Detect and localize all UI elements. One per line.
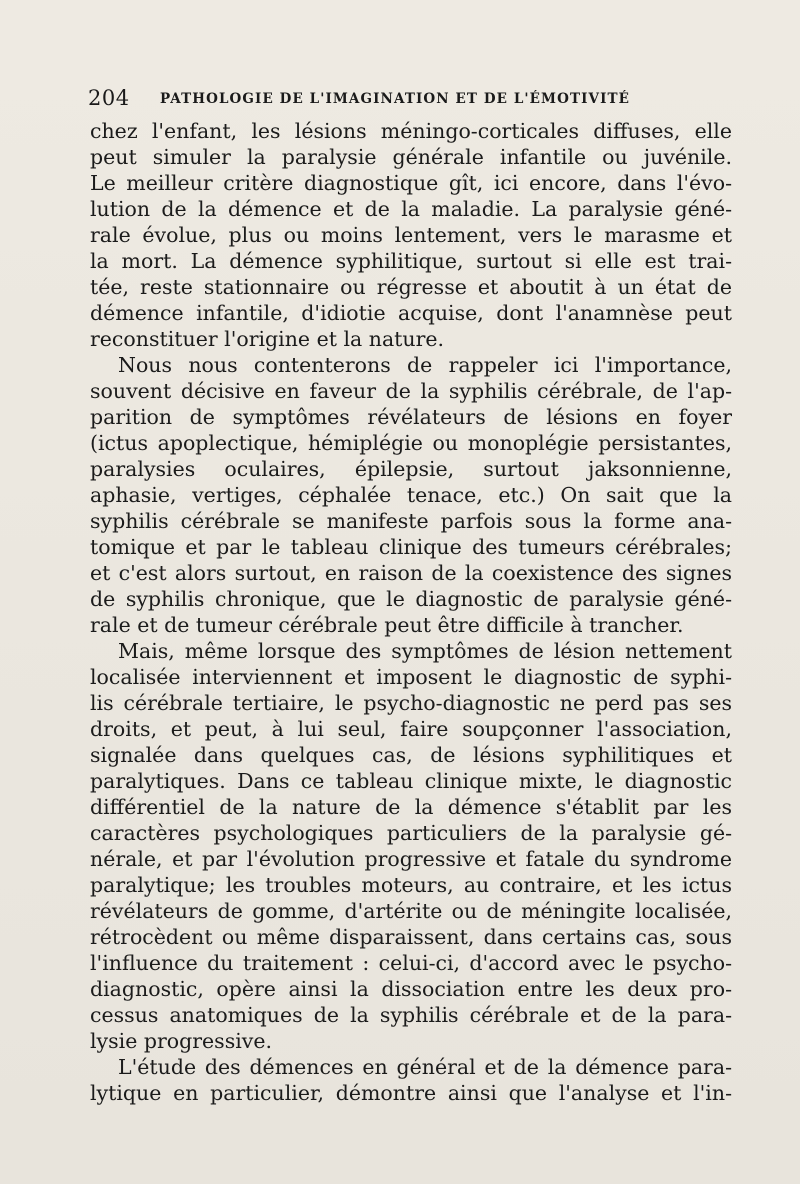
text-line: signalée dans quelques cas, de lésions syphilitiques et	[90, 743, 732, 767]
paragraph-start-line: Nous nous contenterons de rappeler ici l'importance,	[118, 353, 732, 377]
text-line: localisée interviennent et imposent le diagnostic de syphi-	[90, 665, 732, 689]
text-line: aphasie, vertiges, céphalée tenace, etc.) On sait que la	[90, 483, 732, 507]
paragraph-start-line: L'étude des démences en général et de la démence para-	[118, 1055, 732, 1079]
text-line: chez l'enfant, les lésions méningo-corticales diffuses, elle	[90, 119, 732, 143]
paragraph-start-line: Mais, même lorsque des symptômes de lésion nettement	[118, 639, 732, 663]
text-line: révélateurs de gomme, d'artérite ou de méningite localisée,	[90, 899, 732, 923]
text-line: peut simuler la paralysie générale infantile ou juvénile.	[90, 145, 732, 169]
text-line: tomique et par le tableau clinique des tumeurs cérébrales;	[90, 535, 732, 559]
page-number: 204	[88, 86, 130, 110]
text-line: parition de symptômes révélateurs de lésions en foyer	[90, 405, 732, 429]
running-head	[88, 86, 738, 116]
text-line: rale évolue, plus ou moins lentement, vers le marasme et	[90, 223, 732, 247]
text-line: lis cérébrale tertiaire, le psycho-diagnostic ne perd pas ses	[90, 691, 732, 715]
text-line: lytique en particulier, démontre ainsi que l'analyse et l'in-	[90, 1081, 732, 1105]
text-line: paralysies oculaires, épilepsie, surtout jaksonnienne,	[90, 457, 732, 481]
text-line: rétrocèdent ou même disparaissent, dans certains cas, sous	[90, 925, 732, 949]
text-line: Le meilleur critère diagnostique gît, ici encore, dans l'évo-	[90, 171, 732, 195]
text-line: de syphilis chronique, que le diagnostic de paralysie géné-	[90, 587, 732, 611]
text-line: paralytiques. Dans ce tableau clinique mixte, le diagnostic	[90, 769, 732, 793]
text-line: (ictus apoplectique, hémiplégie ou monoplégie persistantes,	[90, 431, 732, 455]
text-line: lution de la démence et de la maladie. La paralysie géné-	[90, 197, 732, 221]
text-line: rale et de tumeur cérébrale peut être difficile à trancher.	[90, 613, 684, 637]
text-line: syphilis cérébrale se manifeste parfois sous la forme ana-	[90, 509, 732, 533]
text-line: paralytique; les troubles moteurs, au contraire, et les ictus	[90, 873, 732, 897]
text-line: cessus anatomiques de la syphilis cérébrale et de la para-	[90, 1003, 732, 1027]
text-line: différentiel de la nature de la démence s'établit par les	[90, 795, 732, 819]
text-line: et c'est alors surtout, en raison de la coexistence des signes	[90, 561, 732, 585]
text-line: nérale, et par l'évolution progressive et fatale du syndrome	[90, 847, 732, 871]
text-line: tée, reste stationnaire ou régresse et aboutit à un état de	[90, 275, 732, 299]
running-title: PATHOLOGIE DE L'IMAGINATION ET DE L'ÉMOTIVITÉ	[160, 91, 631, 107]
text-line: reconstituer l'origine et la nature.	[90, 327, 445, 351]
text-line: la mort. La démence syphilitique, surtout si elle est trai-	[90, 249, 732, 273]
body-text	[90, 118, 732, 1106]
text-line: diagnostic, opère ainsi la dissociation entre les deux pro-	[90, 977, 732, 1001]
text-line: démence infantile, d'idiotie acquise, dont l'anamnèse peut	[90, 301, 732, 325]
text-line: caractères psychologiques particuliers de la paralysie gé-	[90, 821, 732, 845]
text-line: droits, et peut, à lui seul, faire soupçonner l'association,	[90, 717, 732, 741]
text-line: l'influence du traitement : celui-ci, d'accord avec le psycho-	[90, 951, 732, 975]
text-line: lysie progressive.	[90, 1029, 273, 1053]
text-line: souvent décisive en faveur de la syphilis cérébrale, de l'ap-	[90, 379, 732, 403]
